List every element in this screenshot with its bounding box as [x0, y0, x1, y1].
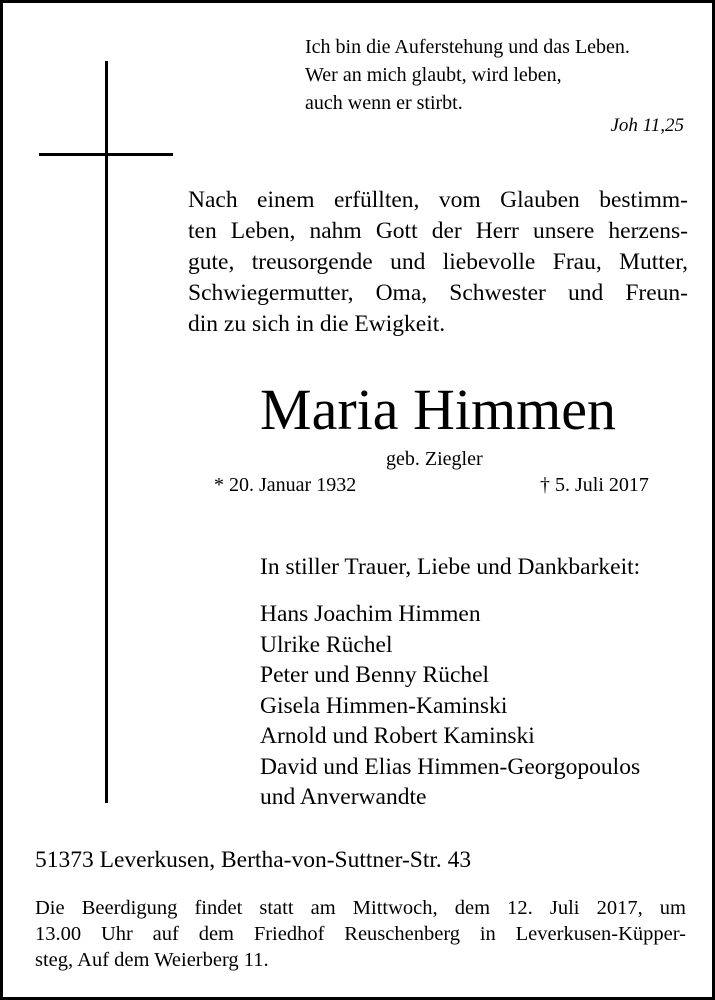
verse-reference: Joh 11,25: [610, 115, 684, 136]
intro-line: din zu sich in die Ewigkeit.: [188, 311, 446, 337]
intro-line: gute, treusorgende und liebevolle Frau, Mutter,: [188, 249, 688, 275]
list-item: David und Elias Himmen-Georgopoulos: [260, 753, 641, 780]
list-item: Arnold und Robert Kaminski: [260, 723, 535, 749]
intro-line: Schwiegermutter, Oma, Schwester und Freun-: [188, 280, 688, 306]
intro-line: ten Leben, nahm Gott der Herr unsere herzens-: [188, 218, 688, 244]
mourning-heading: In stiller Trauer, Liebe und Dankbarkeit:: [260, 554, 641, 580]
bible-verse: [305, 33, 630, 117]
list-item: Ulrike Rüchel: [260, 631, 393, 658]
funeral-line: steg, Auf dem Weierberg 11.: [35, 949, 269, 971]
maiden-name: geb. Ziegler: [386, 448, 483, 470]
mourners-list: [260, 599, 640, 813]
death-date: † 5. Juli 2017: [540, 474, 649, 496]
verse-line: auch wenn er stirbt.: [305, 92, 463, 114]
verse-line: Wer an mich glaubt, wird leben,: [305, 64, 562, 86]
funeral-line: 13.00 Uhr auf dem Friedhof Reuschenberg in Leverkusen-Küpper-: [35, 923, 686, 945]
cross-icon-crossbar: [39, 153, 173, 156]
list-item: Hans Joachim Himmen: [260, 601, 481, 627]
list-item: und Anverwandte: [260, 784, 427, 810]
list-item: Peter und Benny Rüchel: [260, 662, 490, 688]
birth-date: * 20. Januar 1932: [214, 474, 357, 496]
intro-paragraph: [188, 185, 688, 340]
cross-icon: [105, 61, 108, 803]
family-address: 51373 Leverkusen, Bertha-von-Suttner-Str. 43: [35, 847, 472, 873]
deceased-name: Maria Himmen: [260, 377, 616, 442]
list-item: Gisela Himmen-Kaminski: [260, 692, 508, 719]
verse-line: Ich bin die Auferstehung und das Leben.: [305, 36, 630, 58]
funeral-line: Die Beerdigung findet statt am Mittwoch, dem 12. Juli 2017, um: [35, 897, 686, 919]
funeral-info: [35, 895, 686, 973]
intro-line: Nach einem erfüllten, vom Glauben bestimm-: [188, 187, 688, 213]
